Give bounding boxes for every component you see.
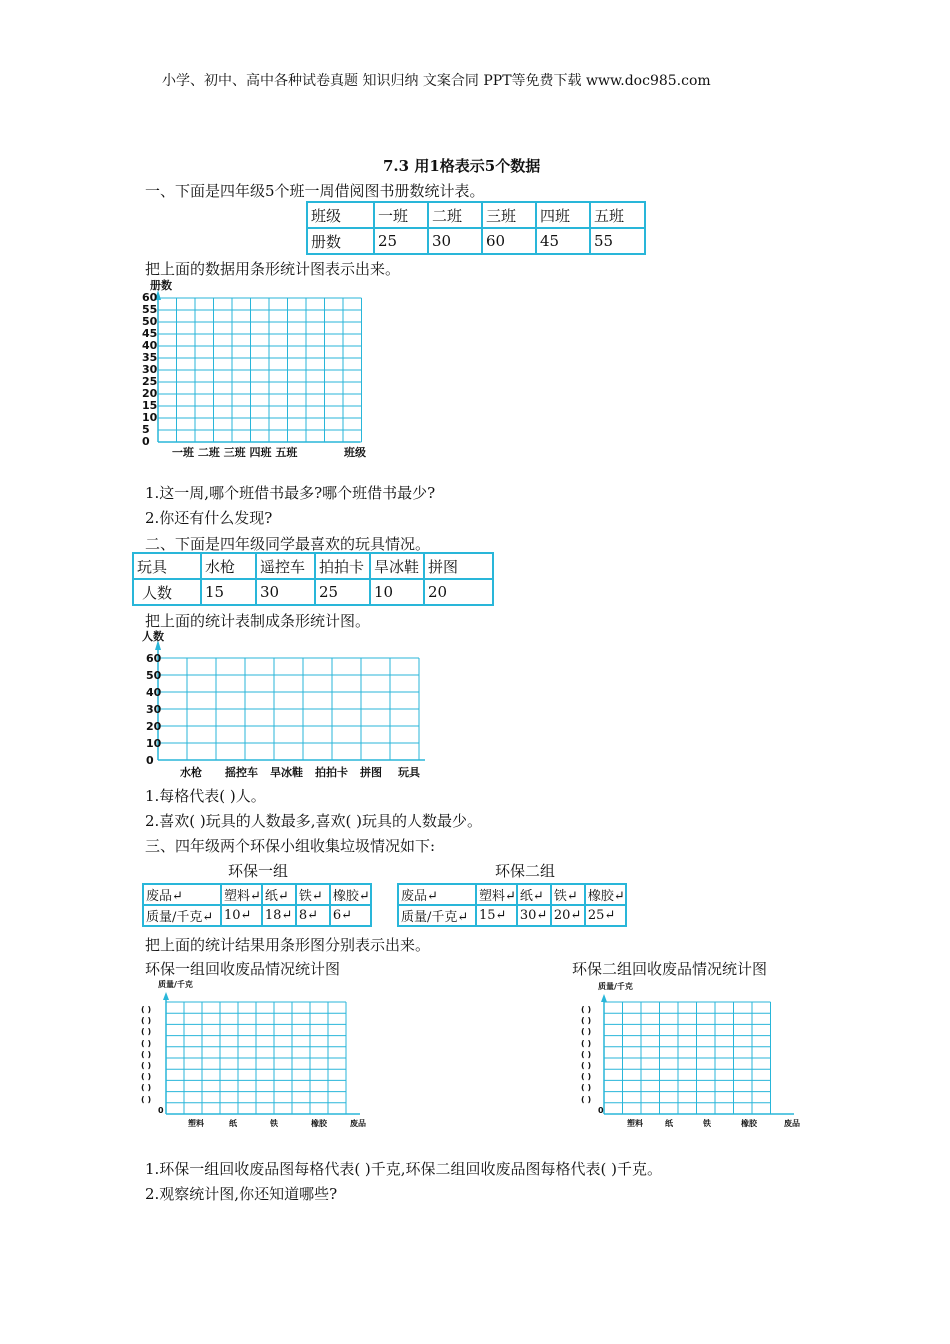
table-cell: 拍拍卡 — [315, 553, 370, 579]
table-cell: 纸↵ — [262, 884, 296, 905]
group2-table — [397, 883, 627, 927]
x-category-label: 铁 — [270, 1119, 278, 1128]
y-tick-label: 35 — [142, 351, 158, 364]
section1-table — [306, 201, 646, 255]
group1-table — [142, 883, 372, 927]
y-tick-label: 20 — [146, 720, 162, 733]
table-cell: 25 — [374, 228, 428, 254]
section1-instruction: 把上面的数据用条形统计图表示出来。 — [145, 260, 401, 278]
section1-q1: 1.这一周,哪个班借书最多?哪个班借书最少? — [145, 484, 436, 502]
table-cell: 10↵ — [221, 905, 262, 926]
table-cell: 15 — [201, 579, 256, 605]
y-tick-label: ( ) — [141, 1094, 152, 1104]
table-cell: 一班 — [374, 202, 428, 228]
table-cell: 册数 — [307, 228, 374, 254]
y-tick-label: ( ) — [141, 1005, 152, 1014]
table-cell: 20 — [424, 579, 493, 605]
y-tick-label: ( ) — [141, 1072, 152, 1082]
table-cell: 铁↵ — [296, 884, 330, 905]
x-category-label: 摇控车 — [225, 766, 258, 779]
table-cell: 30 — [428, 228, 482, 254]
chart1-grid — [138, 276, 378, 462]
table-cell: 30 — [256, 579, 315, 605]
y-tick-label: 40 — [142, 339, 158, 352]
page-title: 7.3 用1格表示5个数据 — [383, 157, 541, 175]
table-cell: 30↵ — [517, 905, 551, 926]
table-cell: 拼图 — [424, 553, 493, 579]
table-cell: 20↵ — [551, 905, 585, 926]
table-cell: 18↵ — [262, 905, 296, 926]
chart1-xlabel: 班级 — [344, 446, 366, 459]
table-cell: 塑料↵ — [221, 884, 262, 905]
x-category-label: 纸 — [229, 1119, 237, 1128]
chart4-grid — [598, 994, 803, 1119]
table-cell: 15↵ — [476, 905, 517, 926]
table-cell: 25 — [315, 579, 370, 605]
x-category-label: 橡胶 — [311, 1119, 327, 1128]
table-cell: 废品↵ — [398, 884, 476, 905]
y-tick-label: ( ) — [581, 1005, 592, 1014]
table-cell: 五班 — [590, 202, 645, 228]
y-tick-label: 0 — [146, 754, 154, 767]
chart3-xlabel: 废品 — [350, 1119, 366, 1128]
chart4-xlabel: 废品 — [784, 1119, 800, 1128]
y-tick-label: ( ) — [581, 1094, 592, 1104]
table-cell: 旱冰鞋 — [370, 553, 424, 579]
table-cell: 遥控车 — [256, 553, 315, 579]
y-tick-label: 0 — [158, 1105, 164, 1115]
x-category-label: 橡胶 — [741, 1119, 757, 1128]
y-tick-label: ( ) — [581, 1083, 592, 1093]
table-cell: 纸↵ — [517, 884, 551, 905]
y-tick-label: ( ) — [141, 1016, 152, 1026]
y-tick-label: 50 — [142, 315, 158, 328]
section3-q1: 1.环保一组回收废品图每格代表( )千克,环保二组回收废品图每格代表( )千克。 — [145, 1160, 663, 1178]
chart3-title: 环保一组回收废品情况统计图 — [145, 960, 341, 978]
y-tick-label: 5 — [142, 423, 150, 436]
section3-instruction: 把上面的统计结果用条形图分别表示出来。 — [145, 936, 431, 954]
table-cell: 铁↵ — [551, 884, 585, 905]
y-tick-label: 60 — [146, 652, 162, 665]
table-cell: 水枪 — [201, 553, 256, 579]
chart1-xcats: 一班 二班 三班 四班 五班 — [172, 446, 298, 459]
y-tick-label: 20 — [142, 387, 158, 400]
table-cell: 废品↵ — [143, 884, 221, 905]
y-tick-label: 15 — [142, 399, 158, 412]
y-tick-label: 40 — [146, 686, 162, 699]
table-cell: 10 — [370, 579, 424, 605]
table-cell: 橡胶↵ — [585, 884, 626, 905]
y-tick-label: 10 — [146, 737, 162, 750]
table-cell: 60 — [482, 228, 536, 254]
y-tick-label: 50 — [146, 669, 162, 682]
x-category-label: 水枪 — [180, 766, 202, 779]
chart2-ylabel: 人数 — [142, 630, 164, 643]
y-tick-label: ( ) — [581, 1038, 592, 1048]
x-category-label: 铁 — [703, 1119, 711, 1128]
y-tick-label: ( ) — [581, 1016, 592, 1026]
x-category-label: 纸 — [665, 1119, 673, 1128]
section2-q1: 1.每格代表( )人。 — [145, 787, 266, 805]
section2-table — [132, 552, 494, 606]
x-category-label: 拼图 — [360, 766, 382, 779]
table-cell: 人数 — [133, 579, 201, 605]
table-cell: 橡胶↵ — [330, 884, 371, 905]
section1-q2: 2.你还有什么发现? — [145, 509, 273, 527]
table-cell: 6↵ — [330, 905, 371, 926]
section1-heading: 一、下面是四年级5个班一周借阅图书册数统计表。 — [145, 182, 485, 200]
y-tick-label: 30 — [146, 703, 162, 716]
table-cell: 质量/千克↵ — [398, 905, 476, 926]
y-tick-label: 30 — [142, 363, 158, 376]
y-tick-label: ( ) — [581, 1049, 592, 1059]
chart2-xlabel: 玩具 — [398, 766, 420, 779]
table-cell: 质量/千克↵ — [143, 905, 221, 926]
group2-name: 环保二组 — [495, 862, 556, 880]
x-category-label: 拍拍卡 — [315, 766, 348, 779]
x-category-label: 塑料 — [627, 1119, 643, 1128]
y-tick-label: ( ) — [141, 1038, 152, 1048]
section2-q2: 2.喜欢( )玩具的人数最多,喜欢( )玩具的人数最少。 — [145, 812, 483, 830]
table-cell: 三班 — [482, 202, 536, 228]
section3-q2: 2.观察统计图,你还知道哪些? — [145, 1185, 338, 1203]
table-cell: 55 — [590, 228, 645, 254]
x-category-label: 旱冰鞋 — [270, 766, 303, 779]
chart3-grid — [160, 992, 365, 1117]
y-tick-label: ( ) — [141, 1083, 152, 1093]
table-cell: 8↵ — [296, 905, 330, 926]
chart3-ylabel: 质量/千克 — [158, 980, 193, 989]
y-tick-label: 10 — [142, 411, 158, 424]
x-category-label: 塑料 — [188, 1119, 204, 1128]
y-tick-label: 55 — [142, 303, 158, 316]
y-tick-label: ( ) — [581, 1061, 592, 1070]
y-tick-label: 0 — [142, 435, 150, 448]
section2-instruction: 把上面的统计表制成条形统计图。 — [145, 612, 371, 630]
table-cell: 班级 — [307, 202, 374, 228]
table-cell: 塑料↵ — [476, 884, 517, 905]
chart4-ylabel: 质量/千克 — [598, 982, 633, 991]
y-tick-label: ( ) — [141, 1049, 152, 1059]
y-tick-label: ( ) — [581, 1072, 592, 1082]
table-cell: 四班 — [536, 202, 590, 228]
y-tick-label: 60 — [142, 291, 158, 304]
chart2-grid — [140, 640, 430, 770]
chart1-ylabel: 册数 — [150, 279, 172, 292]
table-cell: 玩具 — [133, 553, 201, 579]
y-tick-label: ( ) — [141, 1061, 152, 1070]
section2-heading: 二、下面是四年级同学最喜欢的玩具情况。 — [145, 535, 431, 553]
table-cell: 45 — [536, 228, 590, 254]
y-tick-label: ( ) — [581, 1027, 592, 1037]
page-header: 小学、初中、高中各种试卷真题 知识归纳 文案合同 PPT等免费下载 www.doc985.com — [162, 73, 711, 89]
chart4-title: 环保二组回收废品情况统计图 — [572, 960, 768, 978]
y-tick-label: 0 — [598, 1105, 604, 1115]
y-tick-label: 45 — [142, 327, 158, 340]
section3-heading: 三、四年级两个环保小组收集垃圾情况如下: — [145, 837, 436, 855]
table-cell: 二班 — [428, 202, 482, 228]
table-cell: 25↵ — [585, 905, 626, 926]
y-tick-label: 25 — [142, 375, 158, 388]
y-tick-label: ( ) — [141, 1027, 152, 1037]
group1-name: 环保一组 — [228, 862, 289, 880]
